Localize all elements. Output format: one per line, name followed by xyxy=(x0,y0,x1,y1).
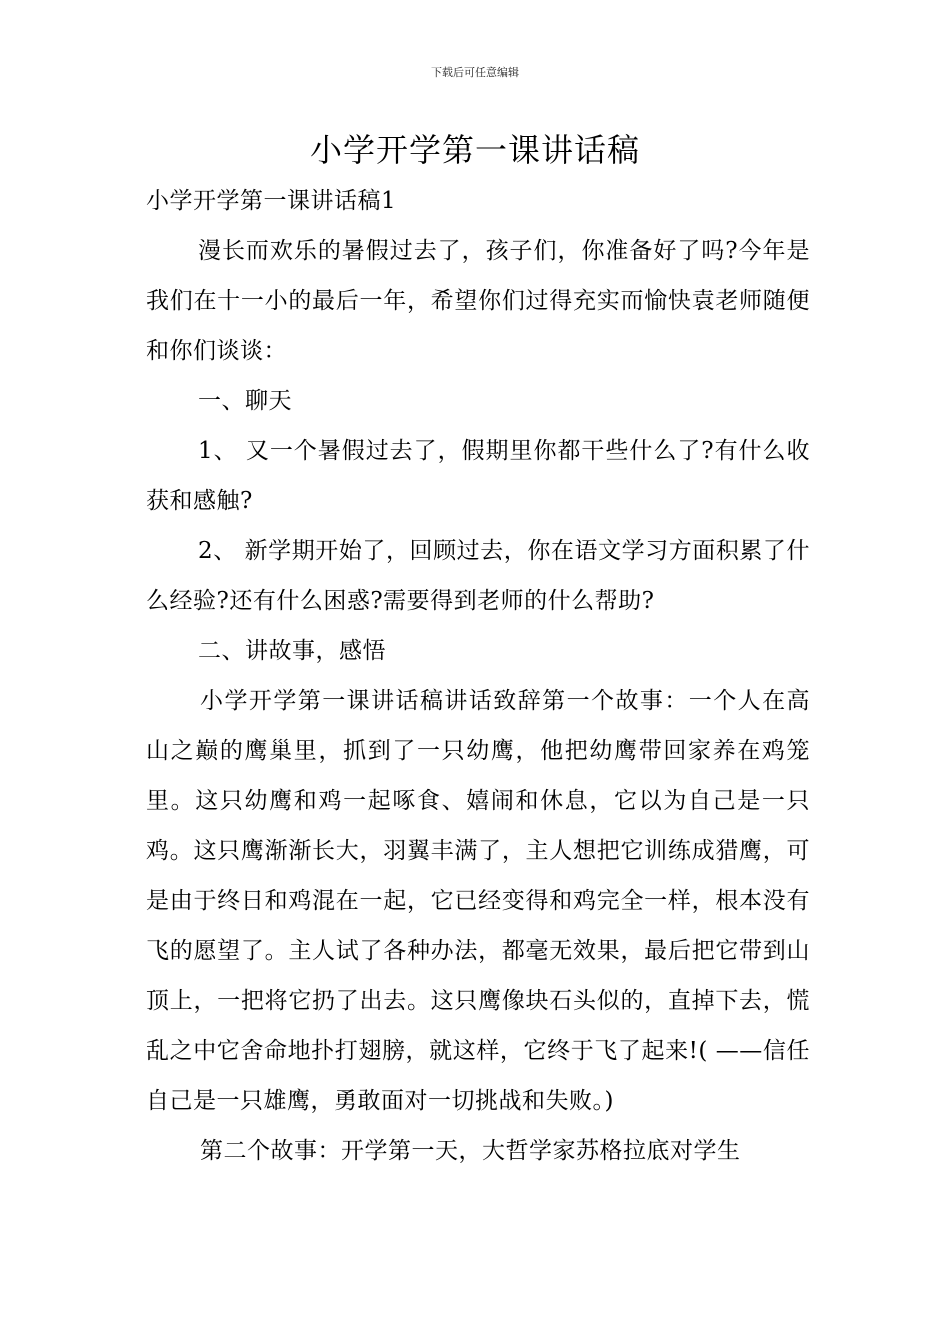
document-body xyxy=(146,176,810,1176)
paragraph-story-two: 第二个故事：开学第一天，大哲学家苏格拉底对学生 xyxy=(200,1138,741,1164)
page-header: 下载后可任意编辑 xyxy=(431,66,519,79)
paragraph-story-one: 小学开学第一课讲话稿讲话致辞第一个故事：一个人在高山之巅的鹰巢里，抓到了一只幼鹰，他把幼鹰带回家养在鸡笼里。这只幼鹰和鸡一起啄食、嬉闹和休息，它以为自己是一只鸡。这只鹰渐渐长大，羽翼丰满了，主人想把它训练成猎鹰，可是由于终日和鸡混在一起，它已经变得和鸡完全一样，根本没有飞的愿望了。主人试了各种办法，都毫无效果，最后把它带到山顶上，一把将它扔了出去。这只鹰像块石头似的，直掉下去，慌乱之中它舍命地扑打翅膀，就这样，它终于飞了起来!( ——信任自己是一只雄鹰，勇敢面对一切挑战和失败。) xyxy=(146,688,810,1114)
list-item-2: 2、 新学期开始了，回顾过去，你在语文学习方面积累了什么经验?还有什么困惑?需要得到老师的什么帮助? xyxy=(146,538,810,614)
document-title: 小学开学第一课讲话稿 xyxy=(309,131,640,169)
document-subtitle: 小学开学第一课讲话稿1 xyxy=(146,188,397,214)
list-item-1: 1、 又一个暑假过去了，假期里你都干些什么了?有什么收获和感触? xyxy=(146,438,810,514)
paragraph-intro: 漫长而欢乐的暑假过去了，孩子们，你准备好了吗?今年是我们在十一小的最后一年，希望你们过得充实而愉快袁老师随便和你们谈谈： xyxy=(146,238,810,364)
section-heading-story: 二、讲故事，感悟 xyxy=(198,638,386,664)
section-heading-chat: 一、聊天 xyxy=(198,388,292,414)
